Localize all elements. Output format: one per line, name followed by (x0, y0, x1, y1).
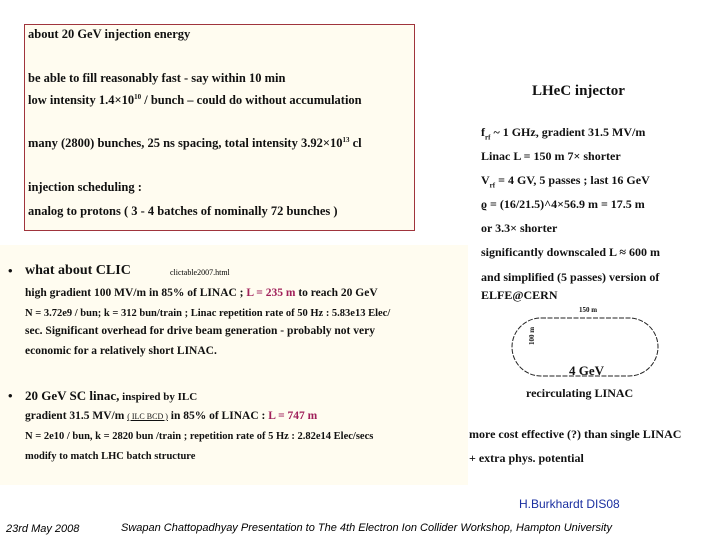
text-line: injection scheduling : (28, 180, 142, 194)
section-title: LHeC injector (532, 83, 625, 99)
text: ~ 1 GHz, gradient 31.5 MV/m (490, 125, 646, 139)
text-line: be able to fill reasonably fast - say within 10 min (28, 71, 286, 85)
bullet: • (8, 263, 13, 278)
text-line: Linac L = 150 m 7× shorter (481, 149, 621, 163)
injection-requirements-box (24, 24, 415, 231)
exponent: 13 (342, 136, 350, 144)
text-line: ϱ = (16/21.5)^4×56.9 m = 17.5 m (481, 197, 645, 211)
text-line: N = 2e10 / bun, k = 2820 bun /train ; repetition rate of 5 Hz : 2.82e14 Elec/secs (25, 431, 374, 442)
text-line: economic for a relatively short LINAC. (25, 345, 217, 357)
text: cl (349, 136, 362, 151)
text-line: analog to protons ( 3 - 4 batches of nominally 72 bunches ) (28, 204, 338, 218)
clic-title: what about CLIC (25, 263, 131, 278)
sc-linac-title (25, 388, 197, 404)
diagram-caption: recirculating LINAC (526, 386, 634, 400)
text-line (28, 136, 362, 151)
text-line (25, 287, 378, 299)
text-line: and simplified (5 passes) version of (481, 270, 660, 284)
text: f (481, 125, 485, 139)
ilc-bcd-link[interactable]: ( ILC BCD ) (127, 412, 168, 421)
text-line (25, 410, 317, 422)
text: gradient 31.5 MV/m (25, 410, 128, 422)
text-line (481, 125, 645, 141)
text: inspired by ILC (119, 391, 198, 403)
subscript: rf (489, 181, 496, 190)
text: low intensity 1.4×10 (28, 93, 135, 108)
exponent: 10 (134, 93, 142, 101)
width-label: 100 m (528, 326, 536, 345)
text-line (28, 93, 362, 108)
linac-options-panel (0, 245, 468, 485)
text: = 4 GV, 5 passes ; last 16 GeV (495, 173, 650, 187)
highlight-length: L = 747 m (268, 410, 318, 422)
clic-link[interactable]: clictable2007.html (170, 268, 230, 277)
text-line: about 20 GeV injection energy (28, 27, 191, 41)
text-line: ELFE@CERN (481, 288, 558, 302)
text: 20 GeV SC linac, (25, 388, 120, 403)
energy-label: 4 GeV (569, 363, 605, 378)
text-line (481, 173, 650, 189)
footer-presentation: Swapan Chattopadhyay Presentation to The 4th Electron Ion Collider Workshop, Hampton University (121, 522, 612, 534)
text-line: sec. Significant overhead for drive beam generation - probably not very (25, 325, 375, 337)
subscript: rf (485, 133, 491, 142)
text: V (481, 173, 490, 187)
text-line: modify to match LHC batch structure (25, 451, 196, 462)
text-line: or 3.3× shorter (481, 221, 558, 235)
text: to reach 20 GeV (295, 287, 378, 299)
text-line: + extra phys. potential (469, 451, 584, 465)
text-line: significantly downscaled L ≈ 600 m (481, 245, 660, 259)
author-credit: H.Burkhardt DIS08 (519, 497, 620, 511)
text: / bunch – could do without accumulation (141, 93, 362, 108)
footer-date: 23rd May 2008 (6, 523, 80, 535)
bullet: • (8, 388, 13, 403)
text: high gradient 100 MV/m in 85% of LINAC ; (25, 287, 247, 299)
text-line: more cost effective (?) than single LINAC (469, 427, 682, 441)
highlight-length: L = 235 m (246, 287, 296, 299)
text: many (2800) bunches, 25 ns spacing, total intensity 3.92×10 (28, 136, 343, 151)
text-line: N = 3.72e9 / bun; k = 312 bun/train ; Linac repetition rate of 50 Hz : 5.83e13 Elec/ (25, 308, 391, 319)
text: in 85% of LINAC : (167, 410, 269, 422)
length-label: 150 m (579, 306, 598, 314)
